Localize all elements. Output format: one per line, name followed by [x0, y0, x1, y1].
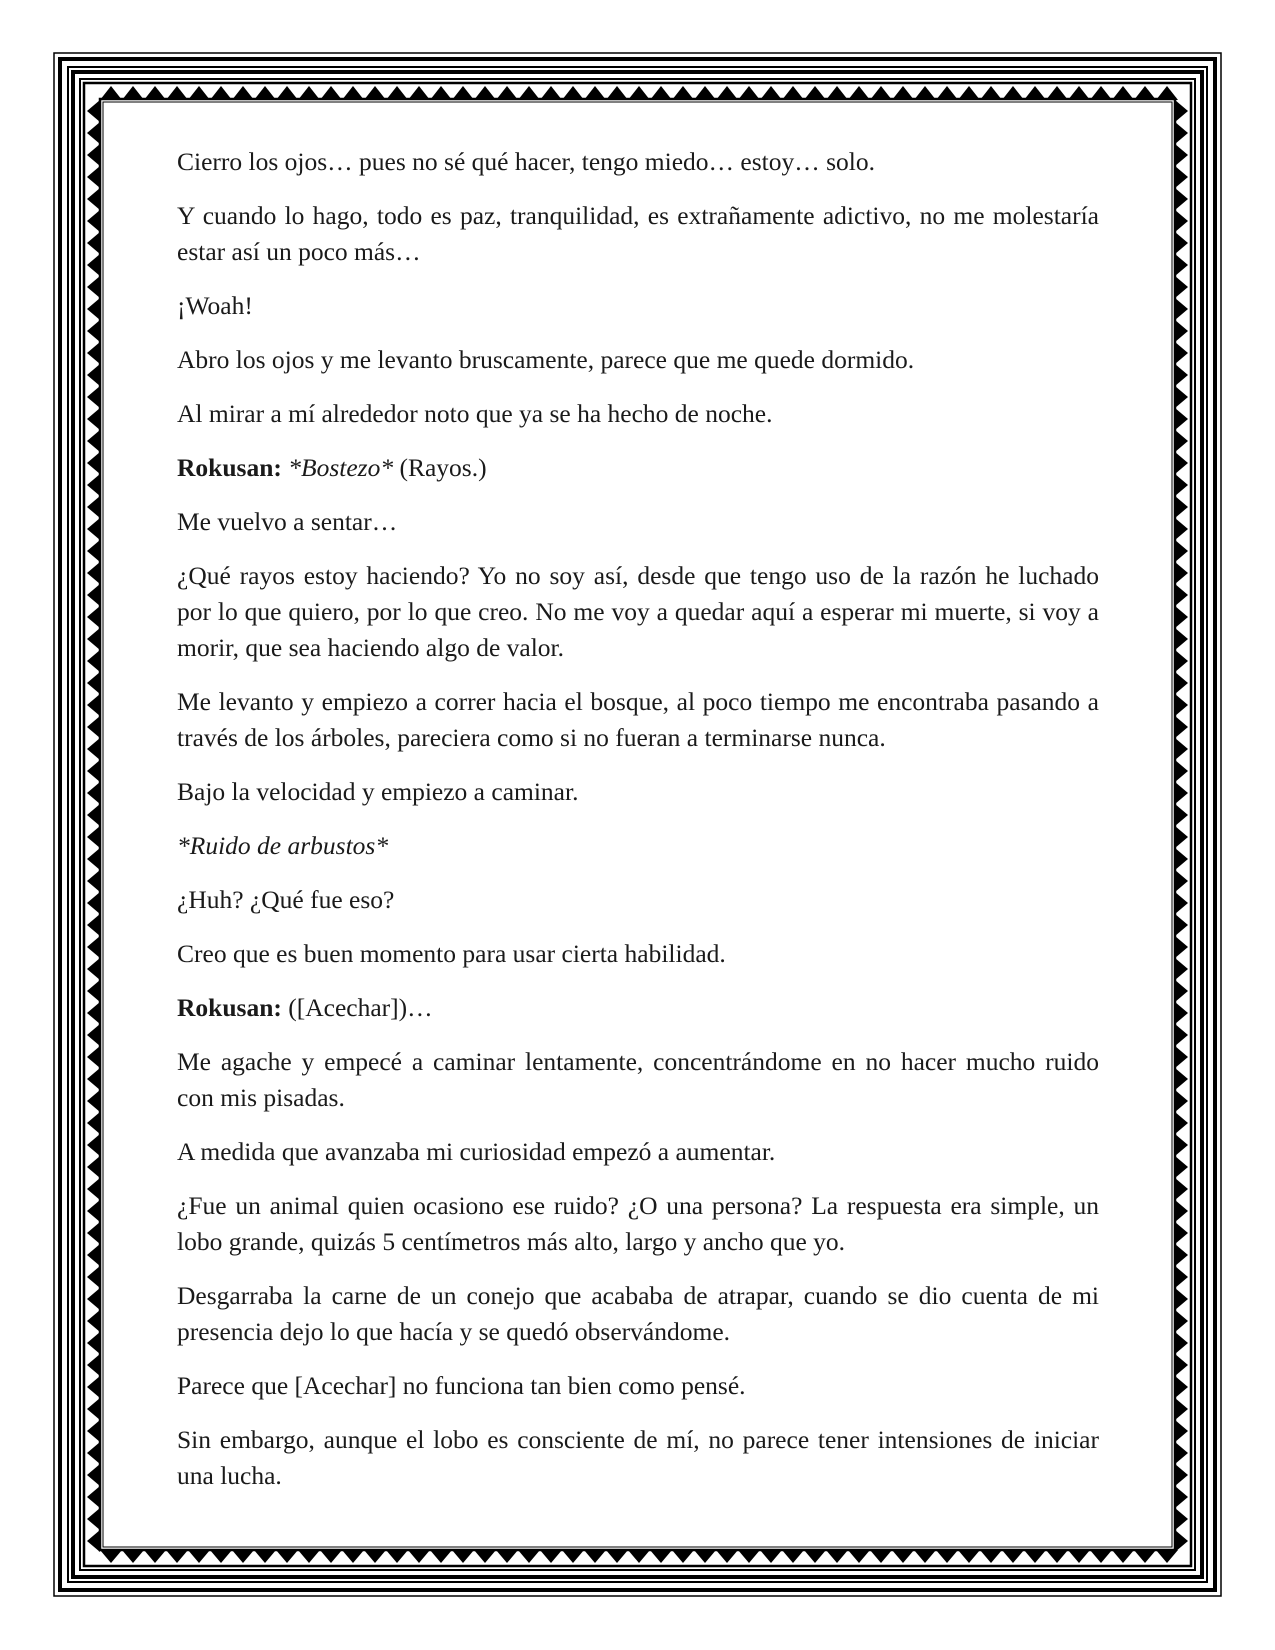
paragraph: Abro los ojos y me levanto bruscamente, parece que me quede dormido. — [177, 345, 915, 374]
dialogue-text: (Rayos.) — [399, 453, 487, 482]
dialogue-line — [177, 450, 1099, 486]
paragraph: Parece que [Acechar] no funciona tan bien como pensé. — [177, 1371, 746, 1400]
page-text — [177, 144, 1099, 1512]
paragraph: Creo que es buen momento para usar cierta habilidad. — [177, 939, 726, 968]
paragraph: Al mirar a mí alrededor noto que ya se ha hecho de noche. — [177, 399, 773, 428]
paragraph: Me agache y empecé a caminar lentamente, concentrándome en no hacer mucho ruido con mis pisadas. — [177, 1047, 1099, 1112]
paragraph: Sin embargo, aunque el lobo es consciente de mí, no parece tener intensiones de iniciar una lucha. — [177, 1425, 1099, 1490]
dialogue-text: ([Acechar])… — [288, 993, 433, 1022]
action-text: *Bostezo* — [288, 453, 394, 482]
paragraph: Y cuando lo hago, todo es paz, tranquilidad, es extrañamente adictivo, no me molestaría estar así un poco más… — [177, 201, 1099, 266]
paragraph: ¿Qué rayos estoy haciendo? Yo no soy así, desde que tengo uso de la razón he luchado por lo que quiero, por lo que creo. No me voy a quedar aquí a esperar mi muerte, si voy a morir, que sea haciendo algo de valor. — [177, 561, 1099, 662]
paragraph: A medida que avanzaba mi curiosidad empezó a aumentar. — [177, 1137, 776, 1166]
paragraph: Me levanto y empiezo a correr hacia el bosque, al poco tiempo me encontraba pasando a través de los árboles, pareciera como si no fueran a terminarse nunca. — [177, 687, 1099, 752]
paragraph: ¿Huh? ¿Qué fue eso? — [177, 885, 395, 914]
paragraph: ¿Fue un animal quien ocasiono ese ruido? ¿O una persona? La respuesta era simple, un lobo grande, quizás 5 centímetros más alto, largo y ancho que yo. — [177, 1191, 1099, 1256]
dialogue-line — [177, 990, 1099, 1026]
paragraph: Desgarraba la carne de un conejo que acababa de atrapar, cuando se dio cuenta de mi presencia dejo lo que hacía y se quedó observándome. — [177, 1281, 1099, 1346]
paragraph: ¡Woah! — [177, 291, 253, 320]
sound-effect: *Ruido de arbustos* — [177, 831, 389, 860]
speaker-name: Rokusan: — [177, 453, 282, 482]
paragraph: Bajo la velocidad y empiezo a caminar. — [177, 777, 579, 806]
speaker-name: Rokusan: — [177, 993, 282, 1022]
paragraph: Cierro los ojos… pues no sé qué hacer, tengo miedo… estoy… solo. — [177, 147, 875, 176]
paragraph: Me vuelvo a sentar… — [177, 507, 398, 536]
